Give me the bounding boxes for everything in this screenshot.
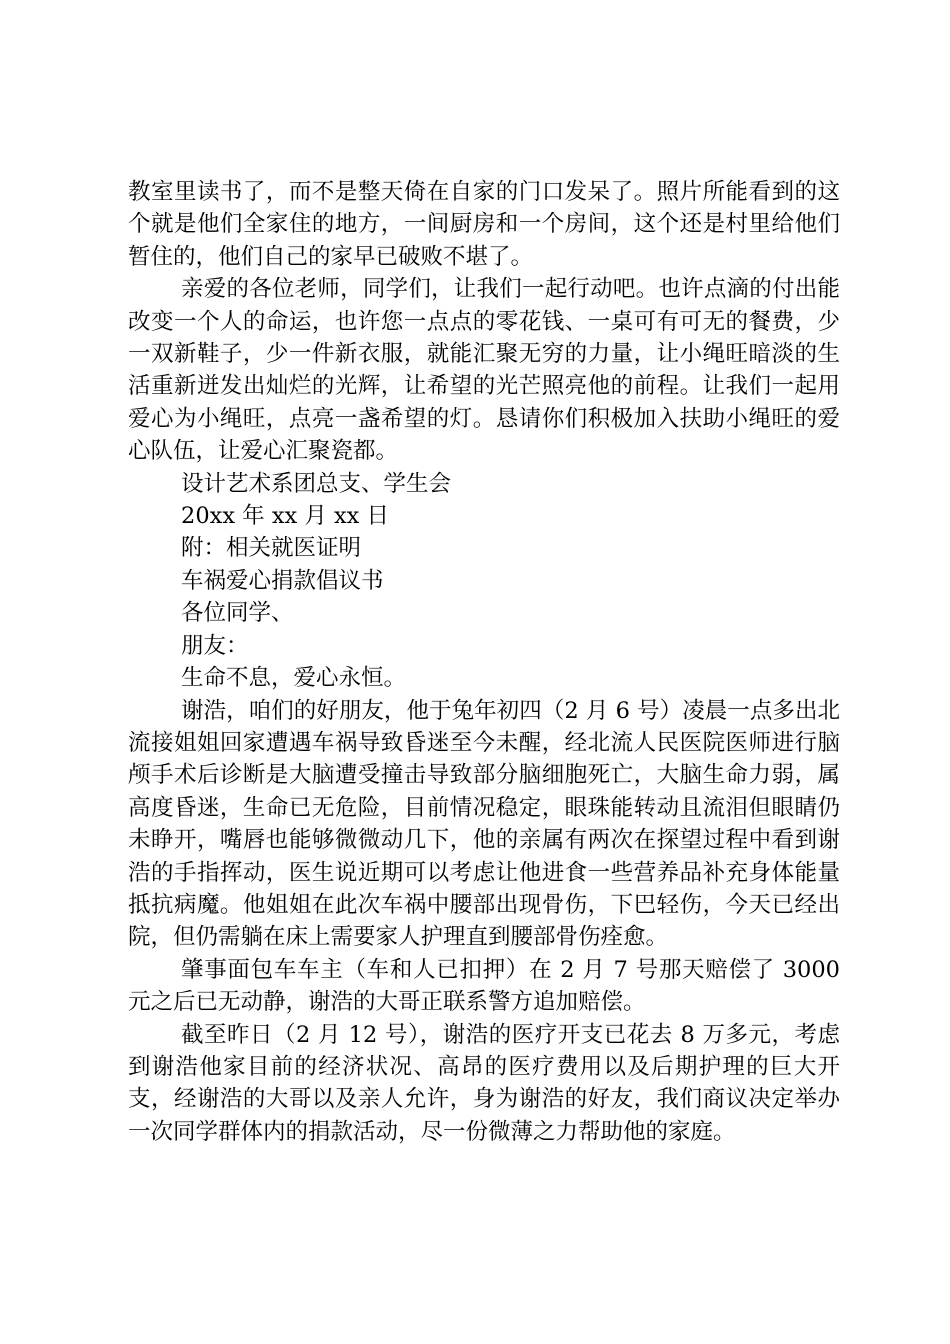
document-body — [128, 176, 840, 1148]
paragraph-continuation: 教室里读书了，而不是整天倚在自家的门口发呆了。照片所能看到的这个就是他们全家住的地方，一间厨房和一个房间，这个还是村里给他们暂住的，他们自己的家早已破败不堪了。 — [128, 179, 840, 270]
proposal-title: 车祸爱心捐款倡议书 — [181, 567, 384, 594]
paragraph-expenses: 截至昨日（2 月 12 号），谢浩的医疗开支已花去 8 万多元，考虑到谢浩他家目前的经济状况、高昂的医疗费用以及后期护理的巨大开支，经谢浩的大哥以及亲人允许，身为谢浩的好友，我们商议决定举办一次同学群体内的捐款活动，尽一份微薄之力帮助他的家庭。 — [128, 1021, 840, 1145]
attachment-note: 附：相关就医证明 — [181, 535, 362, 562]
paragraph-accident: 谢浩，咱们的好朋友，他于兔年初四（2 月 6 号）凌晨一点多出北流接姐姐回家遭遇车祸导致昏迷至今未醒，经北流人民医院医师进行脑颅手术后诊断是大脑遭受撞击导致部分脑细胞死亡，大脑生命力弱，属高度昏迷，生命已无危险，目前情况稳定，眼珠能转动且流泪但眼睛仍未睁开，嘴唇也能够微微动几下，他的亲属有两次在探望过程中看到谢浩的手指挥动，医生说近期可以考虑让他进食一些营养品补充身体能量抵抗病魔。他姐姐在此次车祸中腰部出现骨伤，下巴轻伤，今天已经出院，但仍需躺在床上需要家人护理直到腰部骨伤痊愈。 — [128, 697, 840, 951]
salutation-line-1: 各位同学、 — [181, 600, 294, 627]
motto: 生命不息，爱心永恒。 — [181, 665, 407, 692]
paragraph-appeal: 亲爱的各位老师，同学们，让我们一起行动吧。也许点滴的付出能改变一个人的命运，也许您一点点的零花钱、一桌可有可无的餐费，少一双新鞋子，少一件新衣服，就能汇聚无穷的力量，让小绳旺暗淡的生活重新迸发出灿烂的光辉，让希望的光芒照亮他的前程。让我们一起用爱心为小绳旺，点亮一盏希望的灯。恳请你们积极加入扶助小绳旺的爱心队伍，让爱心汇聚瓷都。 — [128, 276, 840, 465]
signature-org: 设计艺术系团总支、学生会 — [181, 470, 452, 497]
signature-date: 20xx 年 xx 月 xx 日 — [181, 503, 390, 530]
salutation-line-2: 朋友： — [181, 632, 249, 659]
paragraph-compensation: 肇事面包车车主（车和人已扣押）在 2 月 7 号那天赔偿了 3000 元之后已无动静，谢浩的大哥正联系警方追加赔偿。 — [128, 956, 840, 1016]
